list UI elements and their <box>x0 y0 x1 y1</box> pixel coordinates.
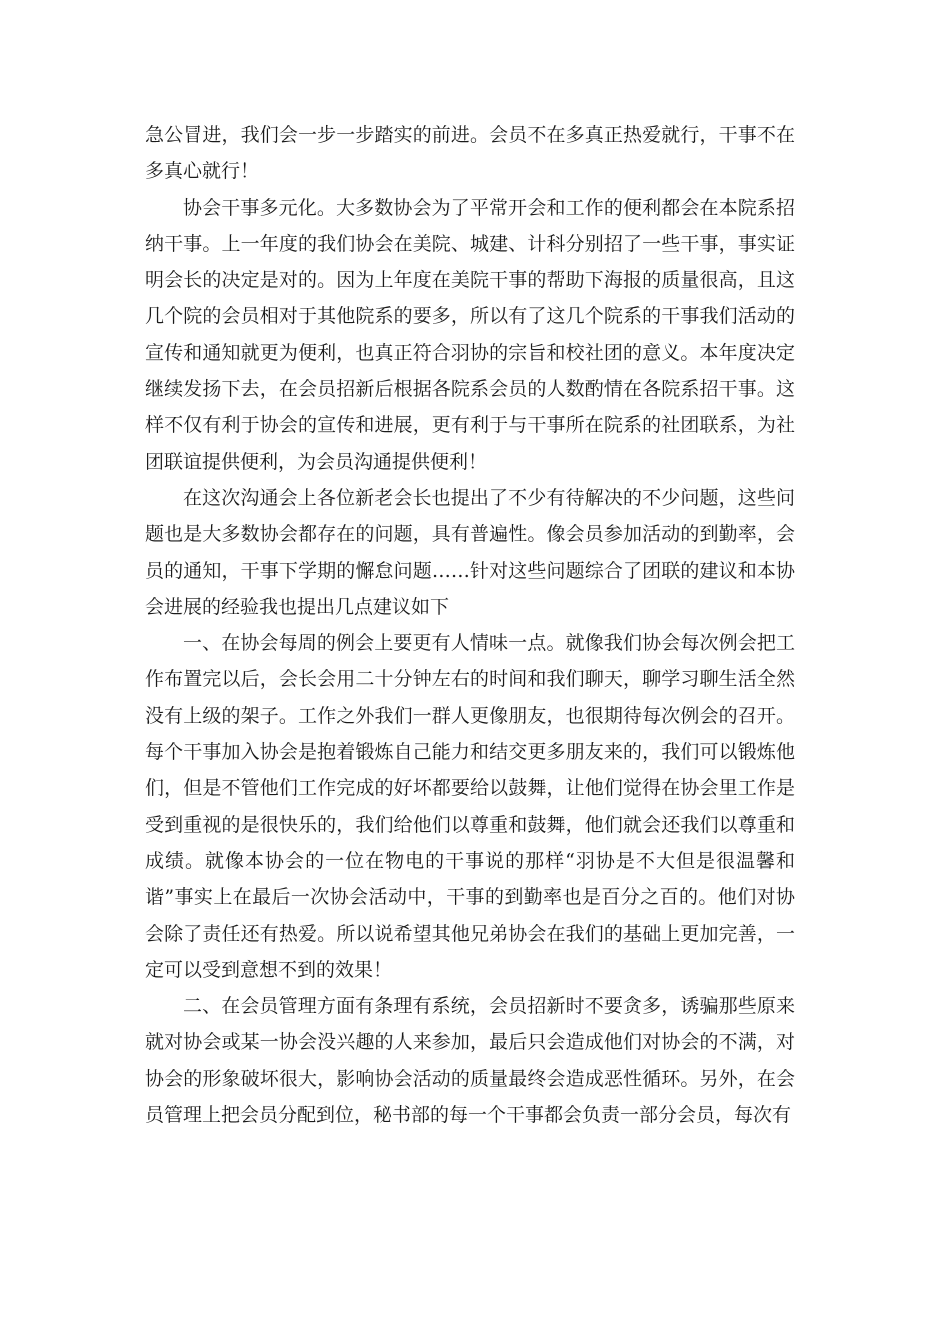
document-body <box>145 117 795 1133</box>
paragraph-3: 在这次沟通会上各位新老会长也提出了不少有待解决的不少问题，这些问题也是大多数协会都存在的问题，具有普遍性。像会员参加活动的到勤率，会员的通知，干事下学期的懈怠问题……针对这些问题综合了团联的建议和本协会进展的经验我也提出几点建议如下 <box>145 486 795 618</box>
paragraph-4: 一、在协会每周的例会上要更有人情味一点。就像我们协会每次例会把工作布置完以后，会长会用二十分钟左右的时间和我们聊天，聊学习聊生活全然没有上级的架子。工作之外我们一群人更像朋友，也很期待每次例会的召开。每个干事加入协会是抱着锻炼自己能力和结交更多朋友来的，我们可以锻炼他们，但是不管他们工作完成的好坏都要给以鼓舞，让他们觉得在协会里工作是受到重视的是很快乐的，我们给他们以尊重和鼓舞，他们就会还我们以尊重和成绩。就像本协会的一位在物电的干事说的那样“羽协是不大但是很温馨和谐”事实上在最后一次协会活动中，干事的到勤率也是百分之百的。他们对协会除了责任还有热爱。所以说希望其他兄弟协会在我们的基础上更加完善，一定可以受到意想不到的效果！ <box>145 632 795 981</box>
paragraph-1: 急公冒进，我们会一步一步踏实的前进。会员不在多真正热爱就行，干事不在多真心就行！ <box>145 124 795 183</box>
paragraph-5: 二、在会员管理方面有条理有系统，会员招新时不要贪多，诱骗那些原来就对协会或某一协会没兴趣的人来参加，最后只会造成他们对协会的不满，对协会的形象破坏很大，影响协会活动的质量最终会造成恶性循环。另外，在会员管理上把会员分配到位，秘书部的每一个干事都会负责一部分会员，每次有 <box>145 995 795 1127</box>
paragraph-2: 协会干事多元化。大多数协会为了平常开会和工作的便利都会在本院系招纳干事。上一年度的我们协会在美院、城建、计科分别招了一些干事，事实证明会长的决定是对的。因为上年度在美院干事的帮助下海报的质量很高，且这几个院的会员相对于其他院系的要多，所以有了这几个院系的干事我们活动的宣传和通知就更为便利，也真正符合羽协的宗旨和校社团的意义。本年度决定继续发扬下去，在会员招新后根据各院系会员的人数酌情在各院系招干事。这样不仅有利于协会的宣传和进展，更有利于与干事所在院系的社团联系，为社团联谊提供便利，为会员沟通提供便利！ <box>145 196 795 473</box>
